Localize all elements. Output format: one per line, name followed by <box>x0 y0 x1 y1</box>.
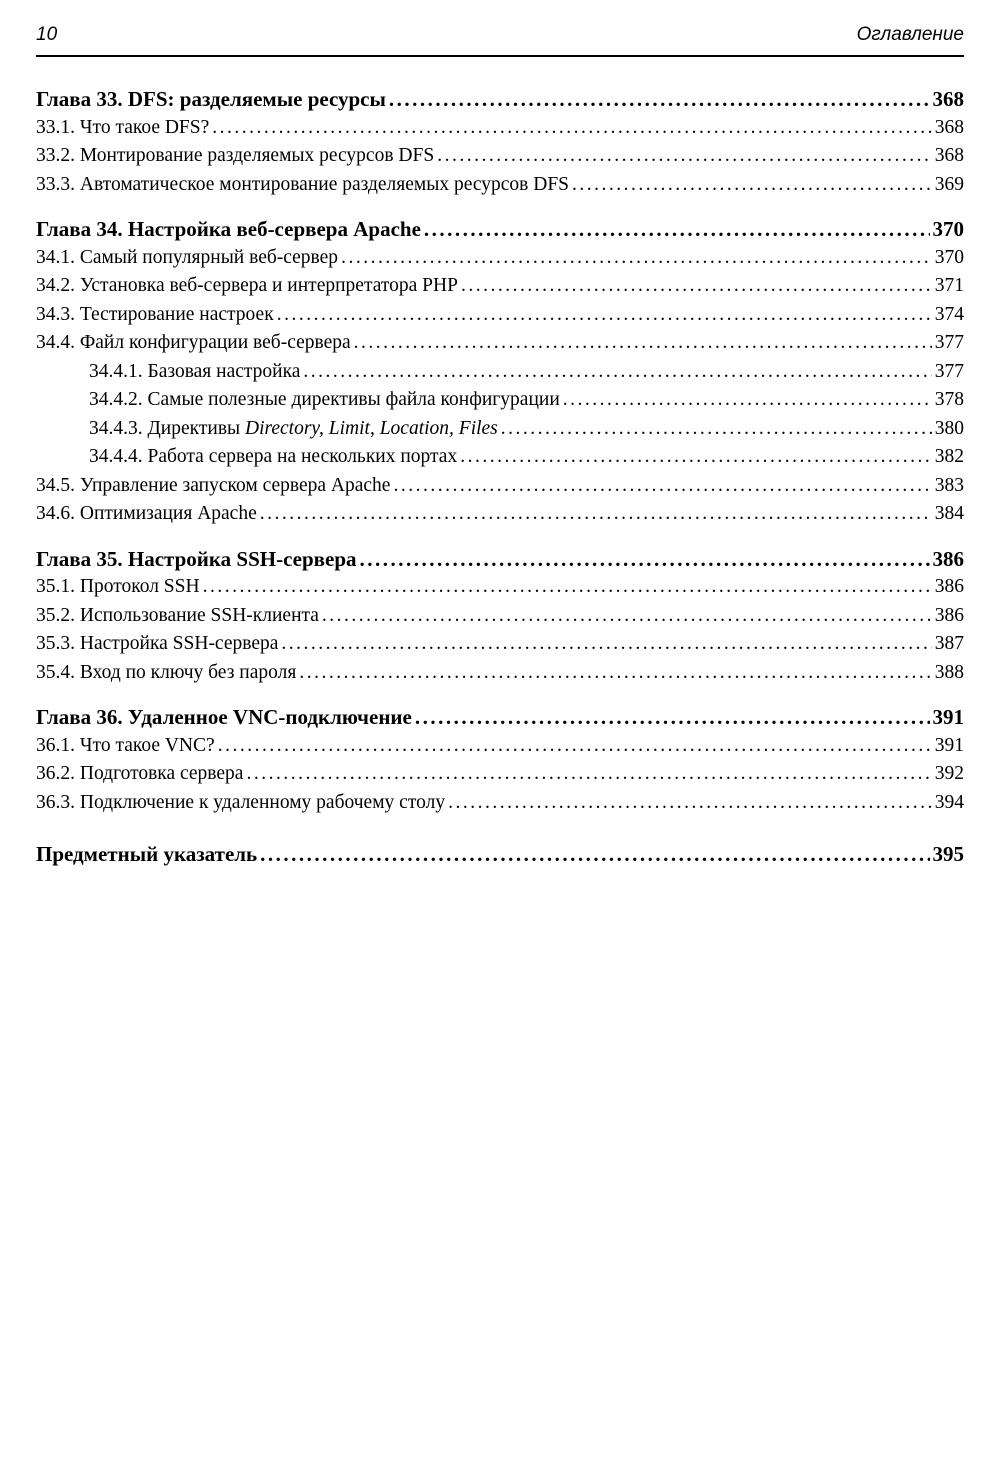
toc-entry-title: 33.3. Автоматическое монтирование разделяемых ресурсов DFS <box>36 173 570 195</box>
dot-leader <box>212 114 931 143</box>
toc-entry-page: 386 <box>934 576 964 597</box>
toc-entry-page: 374 <box>934 303 964 325</box>
dot-leader <box>448 789 932 818</box>
toc-entry <box>36 840 964 869</box>
dot-leader <box>437 142 932 171</box>
toc-entry <box>36 573 964 602</box>
toc-entry <box>36 472 964 501</box>
running-head <box>36 24 964 57</box>
toc-entry-page: 383 <box>934 474 964 496</box>
running-title: Оглавление <box>856 24 964 45</box>
toc-entry-page: 369 <box>934 173 964 195</box>
toc-entry-page: 392 <box>934 763 964 784</box>
toc-entry-title: 33.1. Что такое DFS? <box>36 116 210 138</box>
toc-entry <box>36 215 964 244</box>
dot-leader <box>322 602 932 631</box>
dot-leader <box>246 760 931 789</box>
toc-entry <box>36 760 964 789</box>
toc-entry-page: 380 <box>934 417 964 439</box>
toc-entry <box>36 789 964 818</box>
dot-leader <box>281 630 931 659</box>
toc-entry <box>36 272 964 301</box>
dot-leader <box>218 732 932 761</box>
dot-leader <box>393 472 931 501</box>
toc-entry-page: 395 <box>932 842 964 866</box>
toc-entry-page: 378 <box>934 389 964 410</box>
toc-entry-page: 370 <box>934 246 964 268</box>
toc-entry-page: 368 <box>934 116 964 138</box>
toc-entry-page: 386 <box>932 546 964 571</box>
toc-entry-title: 36.3. Подключение к удаленному рабочему столу <box>36 791 446 813</box>
toc-entry-page: 368 <box>932 87 964 111</box>
toc-entry <box>36 358 964 387</box>
toc-entry <box>36 386 964 415</box>
dot-leader <box>354 329 932 358</box>
toc-entry-title: 36.2. Подготовка сервера <box>36 763 244 784</box>
dot-leader <box>389 85 930 114</box>
toc-entry-page: 382 <box>934 446 964 467</box>
dot-leader <box>360 545 930 574</box>
toc-entry <box>36 703 964 732</box>
toc-list <box>36 57 964 869</box>
toc-entry-page: 394 <box>934 791 964 813</box>
toc-entry-title: 34.5. Управление запуском сервера Apache <box>36 474 391 496</box>
toc-entry-title: 34.4.4. Работа сервера на нескольких портах <box>89 446 458 467</box>
toc-entry <box>36 85 964 114</box>
toc-entry <box>36 171 964 200</box>
toc-entry <box>36 114 964 143</box>
page-number: 10 <box>36 24 58 45</box>
toc-entry-title: 34.4.2. Самые полезные директивы файла конфигурации <box>89 389 560 410</box>
toc-entry-page: 377 <box>934 360 964 382</box>
toc-entry <box>36 602 964 631</box>
toc-entry-title: 35.3. Настройка SSH-сервера <box>36 633 279 654</box>
dot-leader <box>341 244 932 273</box>
dot-leader <box>460 443 932 472</box>
toc-entry-title: 36.1. Что такое VNC? <box>36 734 215 756</box>
toc-entry-page: 387 <box>934 633 964 654</box>
dot-leader <box>203 573 932 602</box>
dot-leader <box>303 358 931 387</box>
toc-entry-page: 391 <box>934 734 964 756</box>
toc-entry-title: 34.3. Тестирование настроек <box>36 303 274 325</box>
toc-entry <box>36 415 964 444</box>
toc-entry-page: 377 <box>934 332 964 353</box>
toc-entry <box>36 732 964 761</box>
dot-leader <box>501 415 932 444</box>
dot-leader <box>277 301 932 330</box>
toc-entry-title: Глава 36. Удаленное VNC-подключение <box>36 705 412 729</box>
toc-entry-title: 33.2. Монтирование разделяемых ресурсов DFS <box>36 145 435 166</box>
toc-entry-title: 34.4.1. Базовая настройка <box>89 360 301 382</box>
dot-leader <box>260 840 929 869</box>
toc-entry-title: 34.6. Оптимизация Apache <box>36 503 257 524</box>
toc-entry <box>36 630 964 659</box>
toc-entry-title: 34.4. Файл конфигурации веб-сервера <box>36 332 351 353</box>
toc-entry-title: Предметный указатель <box>36 842 258 866</box>
toc-entry-title: Глава 34. Настройка веб-сервера Apache <box>36 217 421 241</box>
toc-entry-page: 384 <box>934 503 964 524</box>
toc-entry-title: 35.4. Вход по ключу без пароля <box>36 661 297 683</box>
toc-entry <box>36 659 964 688</box>
toc-entry-title: 35.1. Протокол SSH <box>36 576 200 597</box>
toc-entry <box>36 443 964 472</box>
toc-entry <box>36 500 964 529</box>
dot-leader <box>260 500 932 529</box>
toc-entry-title: Глава 35. Настройка SSH-сервера <box>36 546 357 571</box>
toc-entry-page: 371 <box>934 275 964 296</box>
toc-entry-page: 368 <box>934 145 964 166</box>
toc-entry-title: 35.2. Использование SSH-клиента <box>36 604 319 626</box>
toc-entry-page: 386 <box>934 604 964 626</box>
toc-entry-title: 34.4.3. Директивы Directory, Limit, Location, Files <box>89 417 498 439</box>
dot-leader <box>563 386 932 415</box>
toc-entry-page: 370 <box>932 217 964 241</box>
toc-entry <box>36 244 964 273</box>
toc-entry <box>36 301 964 330</box>
toc-entry <box>36 142 964 171</box>
toc-entry-title: Глава 33. DFS: разделяемые ресурсы <box>36 87 386 111</box>
toc-entry <box>36 329 964 358</box>
dot-leader <box>299 659 931 688</box>
toc-entry-page: 391 <box>932 705 964 729</box>
dot-leader <box>572 171 932 200</box>
toc-entry <box>36 545 964 574</box>
dot-leader <box>424 215 930 244</box>
toc-entry-title: 34.1. Самый популярный веб-сервер <box>36 246 339 268</box>
dot-leader <box>415 703 930 732</box>
toc-entry-page: 388 <box>934 661 964 683</box>
dot-leader <box>461 272 932 301</box>
toc-entry-title: 34.2. Установка веб-сервера и интерпретатора PHP <box>36 275 458 296</box>
